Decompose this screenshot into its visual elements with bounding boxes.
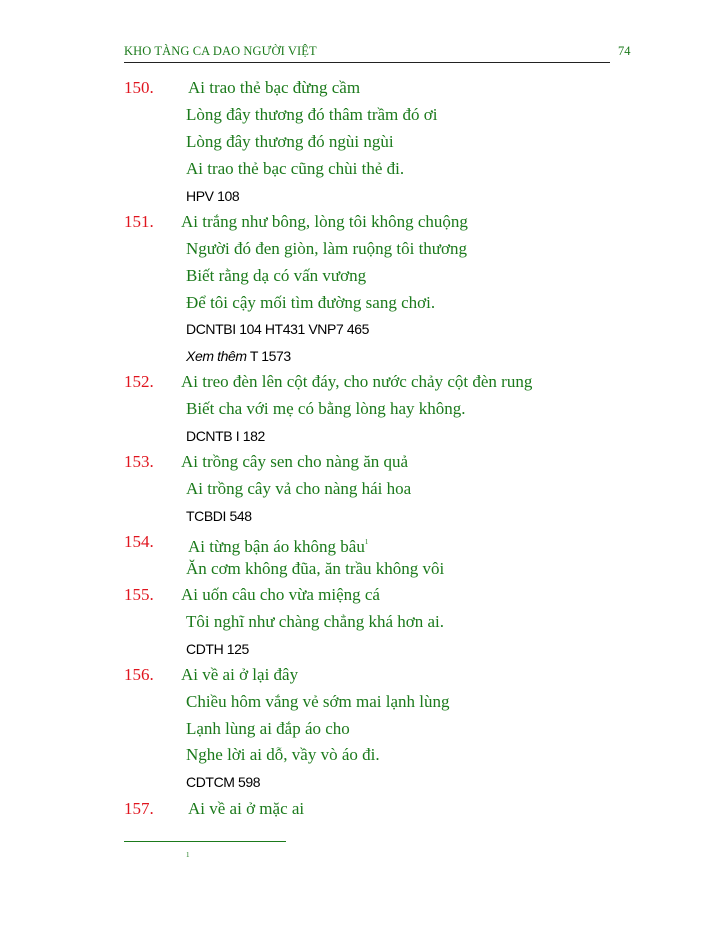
- verse-line: Ăn cơm không đũa, ăn trầu không vôi: [186, 559, 445, 578]
- book-title: KHO TÀNG CA DAO NGƯỜI VIỆT: [124, 44, 317, 58]
- verse-line: Tôi nghĩ như chàng chẳng khá hơn ai.: [186, 612, 445, 631]
- see-also-ref: T 1573: [249, 348, 291, 364]
- footnote-mark[interactable]: 1: [364, 538, 369, 546]
- entry-number: 152.: [124, 372, 154, 391]
- verse-line: Ai uốn câu cho vừa miệng cá: [181, 585, 380, 604]
- verse-line: Biết rằng dạ có vấn vương: [186, 266, 367, 285]
- entry-number: 151.: [124, 212, 154, 231]
- entry-number: 150.: [124, 78, 154, 97]
- verse-line: Người đó đen giòn, làm ruộng tôi thương: [186, 239, 467, 258]
- verse-line: Ai về ai ở lại đây: [181, 665, 299, 684]
- source-reference: DCNTB I 182: [186, 428, 265, 444]
- page-number: 74: [618, 44, 631, 58]
- source-reference: CDTH 125: [186, 641, 249, 657]
- entry-number: 154.: [124, 532, 154, 551]
- source-reference: DCNTBI 104 HT431 VNP7 465: [186, 321, 369, 337]
- source-reference: TCBDI 548: [186, 508, 252, 524]
- verse-line: Biết cha với mẹ có bằng lòng hay không.: [186, 399, 466, 418]
- verse-line: Để tôi cậy mối tìm đường sang chơi.: [186, 293, 436, 312]
- entry-number: 155.: [124, 585, 154, 604]
- verse-line: Ai trồng cây vả cho nàng hái hoa: [186, 479, 412, 498]
- verse-line: Ai trao thẻ bạc đừng cầm: [188, 78, 361, 97]
- entry-number: 156.: [124, 665, 154, 684]
- verse-line: Ai về ai ở mặc ai: [188, 799, 305, 818]
- verse-line: Nghe lời ai dỗ, vầy vò áo đi.: [186, 745, 380, 764]
- see-also-label: Xem thêm: [186, 348, 247, 364]
- verse-line: Ai treo đèn lên cột đáy, cho nước chảy cột đèn rung: [181, 372, 533, 391]
- source-reference: CDTCM 598: [186, 774, 261, 790]
- verse-line: Lòng đây thương đó ngùi ngùi: [186, 132, 394, 151]
- see-also-reference: [186, 343, 291, 369]
- footnote-divider: [124, 841, 286, 842]
- footnote: 1: [186, 851, 190, 859]
- verse-line: Lạnh lùng ai đắp áo cho: [186, 719, 350, 738]
- page-header: [124, 44, 631, 63]
- verse-text: Ai từng bận áo không bâu: [188, 537, 365, 556]
- verse-line: Lòng đây thương đó thâm trầm đó ơi: [186, 105, 438, 124]
- verse-line: Ai trồng cây sen cho nàng ăn quả: [181, 452, 409, 471]
- source-reference: HPV 108: [186, 188, 240, 204]
- verse-line: Chiều hôm vắng vẻ sớm mai lạnh lùng: [186, 692, 450, 711]
- verse-line: Ai trao thẻ bạc cũng chùi thẻ đi.: [186, 159, 405, 178]
- verse-line: Ai trắng như bông, lòng tôi không chuộng: [181, 212, 468, 231]
- entry-number: 153.: [124, 452, 154, 471]
- entry-number: 157.: [124, 799, 154, 818]
